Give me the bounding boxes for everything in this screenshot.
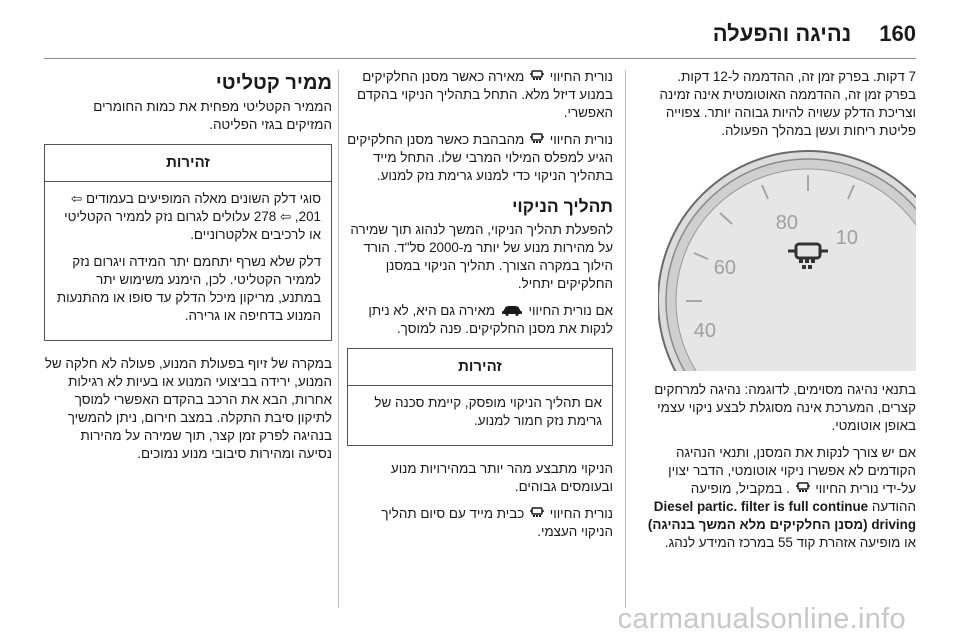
text-span: עלולים לגרום נזק לממיר הקטליטי או לרכיבים אלקטרוניים.: [64, 209, 321, 242]
column-right: [646, 68, 916, 561]
text-span: או מופיעה אזהרת קוד 55 במרכז המידע לנהג.: [664, 535, 916, 550]
text-span: מהבהבת כאשר מסנן החלקיקים הגיע למפלס המילוי המרבי שלו. התחל מייד בתהליך הניקוי כדי למנוע גרימת נזק למנוע.: [347, 132, 613, 183]
text-span: נורית החיווי: [549, 506, 613, 521]
paragraph: [646, 444, 916, 552]
diesel-particle-filter-icon: [796, 482, 810, 494]
warning-body: [45, 182, 331, 340]
warning-box: [347, 348, 613, 446]
dashboard-gauge-illustration: [658, 149, 916, 371]
paragraph: [347, 68, 613, 122]
text-span: נורית החיווי: [549, 132, 613, 147]
warning-title: זהירות: [348, 349, 612, 386]
warning-title: זהירות: [45, 145, 331, 182]
message-diesel: Diesel: [653, 499, 694, 514]
paragraph: [347, 131, 613, 185]
warning-text: סוגי דלק השונים מאלה המופיעים בעמודים ⇦ 201, ⇦ 278 עלולים לגרום נזק לממיר הקטליטי או לרכיבים אלקטרוניים.: [64, 191, 321, 242]
paragraph: [347, 302, 613, 338]
message-hebrew: (מסנן החלקיקים מלא המשך בנהיגה): [647, 517, 868, 532]
paragraph: 7 דקות. בפרק זמן זה, ההדממה ל-12 דקות. בפרק זמן זה, ההדממה האוטומטית אינה זמינה וצריכת הדלק עשויה להיות גבוהה יותר. צפוייה פליטת ריחות ועשן במהלך הפעולה.: [659, 69, 916, 138]
text-span: כבית מייד עם סיום תהליך הניקוי העצמי.: [381, 506, 613, 539]
text-span: מאירה גם היא, לא ניתן לנקות את מסנן החלקיקים. פנה למוסך.: [368, 303, 613, 336]
column-divider: [338, 70, 339, 608]
page-number: 160: [879, 21, 916, 46]
page-ref[interactable]: [254, 209, 291, 224]
diesel-particle-filter-icon: [530, 133, 544, 145]
page-ref-arrow-icon: ⇦: [71, 191, 83, 206]
diesel-particle-filter-icon: [530, 507, 544, 519]
car-service-icon: [501, 304, 523, 316]
text-span: אם נורית החיווי: [528, 303, 613, 318]
paragraph: במקרה של זיוף בפעולת המנוע, פעולה לא חלקה של המנוע, ירידה בביצועי המנוע או בעיות לא רגילות אחרות, הבא את הרכב בהקדם האפשרי למוסך לתיקון סיבת התקלה. במצב חירום, ניתן להמשיך בנהיגה לפרק זמן קצר, תוך שמירה על מהירות נסיעה ומהירות סיבובי מנוע נמוכים.: [44, 356, 332, 461]
section-title: תהליך הניקוי: [512, 196, 613, 216]
paragraph: [347, 505, 613, 541]
svg-text:40: 40: [693, 320, 716, 342]
section-title: ממיר קטליטי: [215, 72, 332, 94]
svg-text:60: 60: [713, 257, 736, 279]
warning-text: דלק שלא נשרף יתחמם יתר המידה ויגרום נזק לממיר הקטליטי. לכן, הימנע משימוש יתר במתנע, מריקון מיכל הדלק עד סופו או מהתנעות המנוע בדחיפה או גרירה.: [56, 254, 321, 323]
svg-text:80: 80: [775, 212, 798, 234]
watermark: carmanualsonline.info: [617, 603, 906, 635]
text-span: נורית החיווי: [549, 69, 613, 84]
diesel-particle-filter-icon: [530, 70, 544, 82]
warning-box: [44, 144, 332, 341]
text-span: מאירה כאשר מסנן החלקיקים במנוע דיזל מלא. התחל בתהליך הניקוי בהקדם האפשרי.: [356, 69, 613, 120]
column-left: [44, 68, 332, 472]
page-ref-number: 278: [253, 209, 277, 224]
paragraph: בתנאי נהיגה מסוימים, לדוגמה: נהיגה למרחקים קצרים, המערכת אינה מסוגלת לבצע ניקוי עצמי באופן אוטומטי.: [654, 382, 916, 433]
svg-text:10: 10: [835, 227, 858, 249]
column-divider: [625, 70, 626, 608]
page-ref-arrow-icon: ⇦: [279, 209, 292, 224]
page-header: [44, 14, 916, 54]
paragraph: הניקוי מתבצע מהר יותר במהירויות מנוע ובעומסים גבוהים.: [390, 461, 613, 494]
warning-text: אם תהליך הניקוי מופסק, קיימת סכנה של גרימת נזק חמור למנוע.: [374, 395, 602, 428]
page-ref-number: 201: [298, 209, 321, 224]
paragraph: להפעלת תהליך הניקוי, המשך לנהוג תוך שמירה על מהירות מנוע של יותר מ-2000 סל"ד. הורד הילוך במקרה הצורך. תהליך הניקוי במסנן החלקיקים יתחיל.: [350, 222, 613, 291]
warning-body: [348, 386, 612, 445]
column-middle: [347, 68, 613, 550]
header-rule: [44, 58, 916, 59]
text-span: סוגי דלק השונים מאלה המופיעים בעמודים: [85, 191, 321, 206]
gauge-drawing: [658, 149, 916, 371]
text-span: . במקביל, מופיעה ההודעה: [690, 481, 916, 514]
chapter-title: נהיגה והפעלה: [712, 21, 852, 46]
message-english: partic. filter is full continue driving: [696, 499, 916, 532]
paragraph: הממיר הקטליטי מפחית את כמות החומרים המזיקים בגזי הפליטה.: [93, 99, 332, 132]
text-span: אם יש צורך לנקות את המסנן, ותנאי הנהיגה הקודמים לא אפשרו ניקוי אוטומטי, הדבר יצוין על-ידי נורית החיווי: [668, 445, 916, 496]
